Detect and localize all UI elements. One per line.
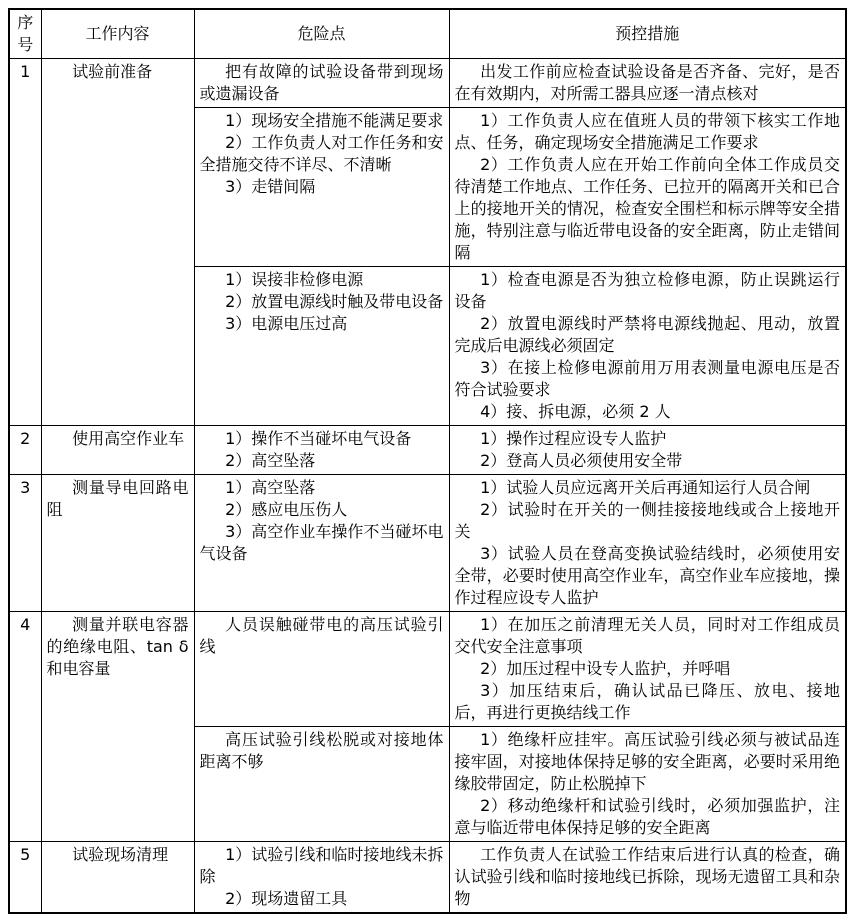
cell-paragraph: 3）电源电压过高: [225, 314, 348, 333]
cell-paragraph: 2）感应电压伤人: [225, 500, 348, 519]
cell-paragraph: 2）工作负责人应在开始工作前向全体工作成员交待清楚工作地点、工作任务、已拉开的隔离开关和已合上的接地开关的情况，检查安全围栏和标示牌等安全措施，特别注意与临近带电设备的安全距离，防止走错间隔: [454, 155, 840, 262]
cell-paragraph: 1）在加压之前清理无关人员，同时对工作组成员交代安全注意事项: [454, 615, 840, 656]
cell-paragraph: 2）试验时在开关的一侧挂接接地线或合上接地开关: [454, 500, 840, 541]
control-measures-cell: [449, 59, 846, 108]
cell-paragraph: 出发工作前应检查试验设备是否齐备、完好，是否在有效期内，对所需工器具应逐一清点核对: [454, 62, 840, 103]
cell-paragraph: 3）高空作业车操作不当碰坏电气设备: [199, 522, 444, 563]
cell-paragraph: 2）放置电源线时严禁将电源线抛起、甩动，放置完成后电源线必须固定: [454, 314, 840, 355]
work-content-cell: [41, 842, 194, 914]
cell-paragraph: 1）检查电源是否为独立检修电源，防止误跳运行设备: [454, 270, 840, 311]
work-content-text: 试验前准备: [72, 62, 153, 81]
row-serial-number: 4: [9, 612, 41, 842]
table-body: [9, 59, 846, 914]
danger-point-cell: [194, 267, 449, 426]
cell-paragraph: 1）绝缘杆应挂牢。高压试验引线必须与被试品连接牢固，对接地体保持足够的安全距离，必要时采用绝缘胶带固定，防止松脱掉下: [454, 730, 840, 793]
header-danger-point: 危险点: [194, 9, 449, 59]
hazard-control-table: [8, 8, 847, 914]
row-serial-number: 5: [9, 842, 41, 914]
cell-paragraph: 1）误接非检修电源: [225, 270, 364, 289]
cell-paragraph: 3）走错间隔: [225, 177, 316, 196]
danger-point-cell: [194, 612, 449, 727]
work-content-cell: [41, 426, 194, 475]
header-serial-number: 序号: [9, 9, 41, 59]
cell-paragraph: 高压试验引线松脱或对接地体距离不够: [199, 730, 444, 771]
cell-paragraph: 3）试验人员在登高变换试验结线时，必须使用安全带，必要时使用高空作业车，高空作业车应接地，操作过程应设专人监护: [454, 544, 840, 607]
danger-point-cell: [194, 426, 449, 475]
control-measures-cell: [449, 475, 846, 612]
danger-point-cell: [194, 59, 449, 108]
table-row: [9, 475, 846, 612]
cell-paragraph: 1）操作不当碰坏电气设备: [225, 429, 412, 448]
table-row: [9, 612, 846, 727]
row-serial-number: 1: [9, 59, 41, 426]
cell-paragraph: 2）登高人员必须使用安全带: [480, 451, 683, 470]
danger-point-cell: [194, 475, 449, 612]
work-content-cell: [41, 59, 194, 426]
work-content-text: 测量并联电容器的绝缘电阻、tan δ 和电容量: [46, 615, 189, 678]
cell-paragraph: 2）加压过程中设专人监护，并呼唱: [480, 659, 731, 678]
cell-paragraph: 2）移动绝缘杆和试验引线时，必须加强监护，注意与临近带电体保持足够的安全距离: [454, 796, 840, 837]
table-row: [9, 842, 846, 914]
table-row: [9, 59, 846, 108]
cell-paragraph: 3）在接上检修电源前用万用表测量电源电压是否符合试验要求: [454, 358, 840, 399]
cell-paragraph: 2）放置电源线时触及带电设备: [225, 292, 444, 311]
header-work-content: 工作内容: [41, 9, 194, 59]
danger-point-cell: [194, 842, 449, 914]
work-content-text: 试验现场清理: [72, 845, 169, 864]
cell-paragraph: 1）操作过程应设专人监护: [480, 429, 667, 448]
control-measures-cell: [449, 612, 846, 727]
work-content-cell: [41, 612, 194, 842]
row-serial-number: 3: [9, 475, 41, 612]
control-measures-cell: [449, 727, 846, 842]
row-serial-number: 2: [9, 426, 41, 475]
work-content-text: 测量导电回路电阻: [46, 478, 189, 519]
cell-paragraph: 1）现场安全措施不能满足要求: [225, 111, 444, 130]
control-measures-cell: [449, 108, 846, 267]
control-measures-cell: [449, 842, 846, 914]
cell-paragraph: 1）高空坠落: [225, 478, 316, 497]
header-row: [9, 9, 846, 59]
cell-paragraph: 3）加压结束后，确认试品已降压、放电、接地后，再进行更换结线工作: [454, 681, 840, 722]
cell-paragraph: 2）高空坠落: [225, 451, 316, 470]
header-control-measures: 预控措施: [449, 9, 846, 59]
cell-paragraph: 2）工作负责人对工作任务和安全措施交待不详尽、不清晰: [199, 133, 444, 174]
danger-point-cell: [194, 108, 449, 267]
cell-paragraph: 1）工作负责人应在值班人员的带领下核实工作地点、任务，确定现场安全措施满足工作要求: [454, 111, 840, 152]
control-measures-cell: [449, 426, 846, 475]
work-content-text: 使用高空作业车: [72, 429, 185, 448]
danger-point-cell: [194, 727, 449, 842]
cell-paragraph: 人员误触碰带电的高压试验引线: [199, 615, 444, 656]
cell-paragraph: 1）试验人员应远离开关后再通知运行人员合闸: [480, 478, 811, 497]
cell-paragraph: 2）现场遗留工具: [225, 889, 348, 908]
table-header: [9, 9, 846, 59]
cell-paragraph: 把有故障的试验设备带到现场或遗漏设备: [199, 62, 444, 103]
cell-paragraph: 工作负责人在试验工作结束后进行认真的检查，确认试验引线和临时接地线已拆除，现场无遗留工具和杂物: [454, 845, 840, 908]
cell-paragraph: 4）接、拆电源，必须 2 人: [480, 402, 671, 421]
cell-paragraph: 1）试验引线和临时接地线未拆除: [199, 845, 444, 886]
table-row: [9, 426, 846, 475]
control-measures-cell: [449, 267, 846, 426]
work-content-cell: [41, 475, 194, 612]
